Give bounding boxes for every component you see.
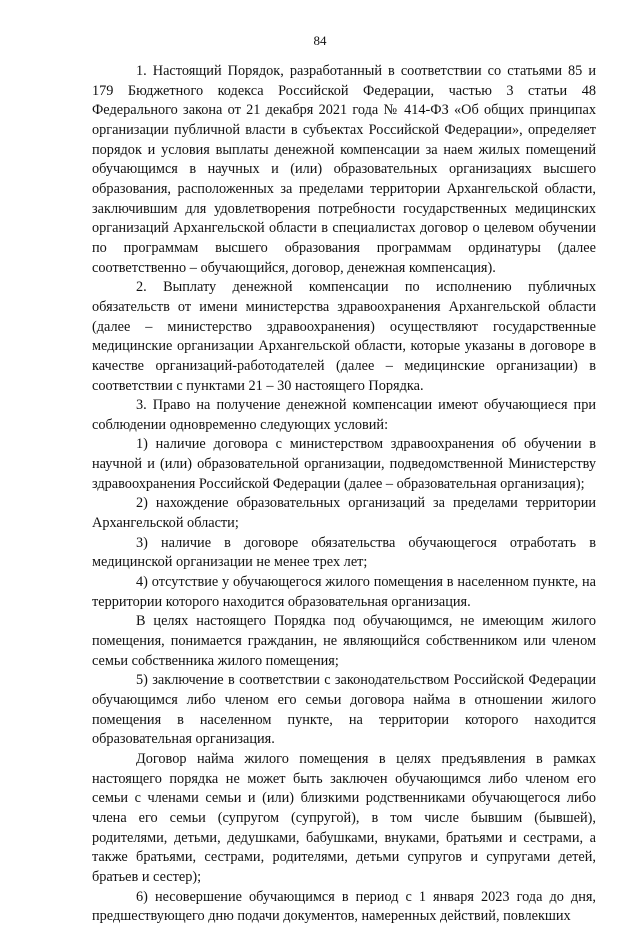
paragraph: 1) наличие договора с министерством здравоохранения об обучении в научной и (или) образовательной организации, подведомственной Министерству здравоохранения Российской Федерации (далее – образовательная организация); <box>92 436 596 492</box>
paragraph: 5) заключение в соответствии с законодательством Российской Федерации обучающимся либо членом его семьи договора найма в отношении жилого помещения в населенном пункте, на территории которого находится образовательная организация. <box>92 672 596 748</box>
document-body <box>92 62 596 927</box>
page-number: 84 <box>313 33 327 48</box>
paragraph: В целях настоящего Порядка под обучающимся, не имеющим жилого помещения, понимается гражданин, не являющийся собственником или членом семьи собственника жилого помещения; <box>92 613 596 669</box>
paragraph: 3. Право на получение денежной компенсации имеют обучающиеся при соблюдении одновременно следующих условий: <box>92 397 596 433</box>
paragraph: Договор найма жилого помещения в целях предъявления в рамках настоящего порядка не может быть заключен обучающимся либо членом его семьи с членами семьи и (или) близкими родственниками обучающегося либо члена его семьи (супругом (супругой), в том числе бывшим (бывшей), родителями, детьми, дедушками, бабушками, внуками, братьями и сестрами, а также братьями, сестрами, родителями, детьми супругов и супругами детей, братьев и сестер); <box>92 750 596 885</box>
paragraph: 6) несовершение обучающимся в период с 1 января 2023 года до дня, предшествующего дню подачи документов, намеренных действий, повлекших <box>92 888 596 925</box>
paragraph: 3) наличие в договоре обязательства обучающегося отработать в медицинской организации не менее трех лет; <box>92 534 596 571</box>
paragraph: 2) нахождение образовательных организаций за пределами территории Архангельской области; <box>92 495 596 532</box>
paragraph: 1. Настоящий Порядок, разработанный в соответствии со статьями 85 и 179 Бюджетного кодекса Российской Федерации, частью 3 статьи 48 Федерального закона от 21 декабря 2021 года № 414-ФЗ «Об общих принципах организации публичной власти в субъектах Российской Федерации», определяет порядок и условия выплаты денежной компенсации за наем жилых помещений обучающимся в научных и (или) образовательных организациях высшего образования, расположенных за пределами территории Архангельской области, заключившим для удовлетворения потребности государственных медицинских организаций Архангельской области в специалистах договор о целевом обучении по программам высшего образования программам ординатуры (далее соответственно – обучающийся, договор, денежная компенсация). <box>92 63 596 276</box>
paragraph: 2. Выплату денежной компенсации по исполнению публичных обязательств от имени министерства здравоохранения Архангельской области (далее – министерство здравоохранения) осуществляют государственные медицинские организации Архангельской области, которые указаны в договоре в качестве организаций-работодателей (далее – медицинские организации) в соответствии с пунктами 21 – 30 настоящего Порядка. <box>92 279 596 394</box>
paragraph: 4) отсутствие у обучающегося жилого помещения в населенном пункте, на территории которого находится образовательная организация. <box>92 574 596 610</box>
